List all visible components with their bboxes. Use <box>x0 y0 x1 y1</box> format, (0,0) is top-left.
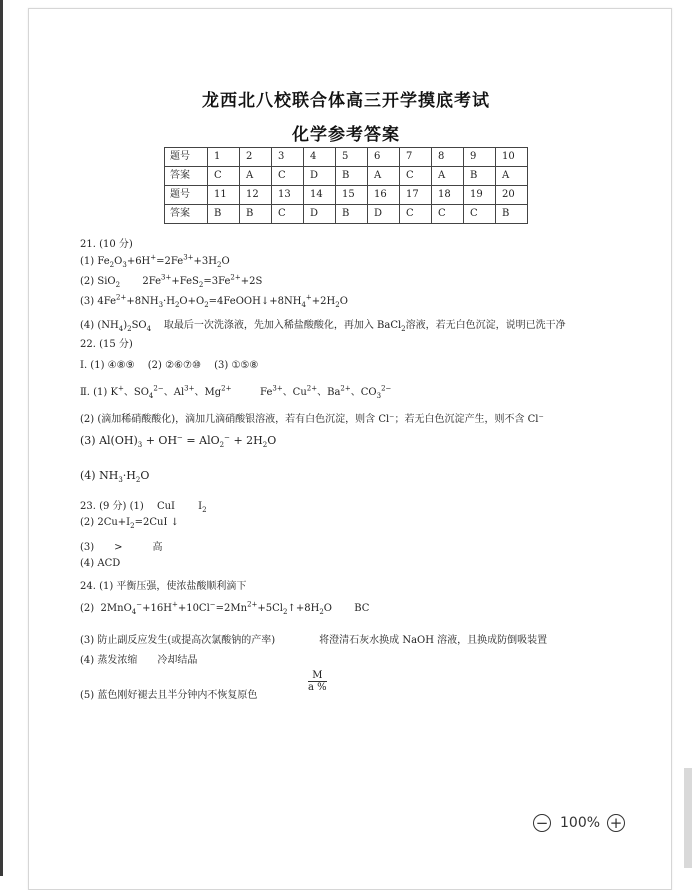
table-row <box>165 186 528 205</box>
table-cell: 19 <box>464 186 496 205</box>
table-cell: 20 <box>496 186 528 205</box>
q24-part2: (2) $2MnO_4^-+16H^++10Cl^-=2Mn^{2+}+5Cl_2↑+8H_2O$ BC <box>80 600 370 616</box>
q22-part-ii-2: (2) (滴加稀硝酸酸化)，滴加几滴硝酸银溶液，若有白色沉淀，则含 Cl⁻；若无白色沉淀产生，则不含 Cl⁻ <box>80 414 544 425</box>
q22-heading: 22. (15 分) <box>80 339 133 350</box>
q24-part1: 24. (1) 平衡压强，使浓盐酸顺利滴下 <box>80 581 247 592</box>
table-cell: A <box>240 167 272 186</box>
q23-part3: (3) > 高 <box>80 542 163 553</box>
table-cell: 18 <box>432 186 464 205</box>
table-cell: 9 <box>464 148 496 167</box>
table-cell: B <box>208 205 240 224</box>
table-cell: B <box>496 205 528 224</box>
answer-table <box>164 147 528 224</box>
table-cell: C <box>400 205 432 224</box>
table-cell: C <box>464 205 496 224</box>
table-cell: 12 <box>240 186 272 205</box>
table-cell: 14 <box>304 186 336 205</box>
q23-heading: 23. (9 分) (1) CuI $I_2$ <box>80 501 207 514</box>
zoom-level: 100% <box>560 815 601 831</box>
q21-heading: 21. (10 分) <box>80 239 133 250</box>
q22-part-ii-3: (3) $Al(OH)_3 + OH^- = AlO_2^- + 2H_2O$ <box>80 433 277 450</box>
q22-part-ii-1: Ⅱ. (1) K+、$SO_4^{2-}$、$Al^{3+}$、$Mg^{2+}$ $Fe^{3+}$、$Cu^{2+}$、$Ba^{2+}$、$CO_3^{2-}$ <box>80 384 392 400</box>
table-row <box>165 148 528 167</box>
table-cell: C <box>272 167 304 186</box>
q24-part5: (5) 蓝色刚好褪去且半分钟内不恢复原色 <box>80 690 258 701</box>
document-title: 龙西北八校联合体高三开学摸底考试 <box>202 91 490 111</box>
table-cell: C <box>272 205 304 224</box>
table-cell: C <box>208 167 240 186</box>
q23-part2: (2) $2Cu+I_2=2CuI$ ↓ <box>80 517 179 530</box>
table-cell: 4 <box>304 148 336 167</box>
table-cell: D <box>304 167 336 186</box>
table-cell: B <box>464 167 496 186</box>
table-row-header: 题号 <box>165 148 208 167</box>
q22-part-i: Ⅰ. (1) ④⑧⑨ (2) ②⑥⑦⑩ (3) ①⑤⑧ <box>80 360 259 371</box>
table-cell: B <box>336 167 368 186</box>
table-cell: 15 <box>336 186 368 205</box>
q24-part4: (4) 蒸发浓缩 冷却结晶 <box>80 655 198 666</box>
zoom-in-button[interactable]: + <box>607 814 625 832</box>
table-row-header: 答案 <box>165 205 208 224</box>
table-row-header: 答案 <box>165 167 208 186</box>
table-cell: A <box>496 167 528 186</box>
table-cell: B <box>240 205 272 224</box>
table-cell: 11 <box>208 186 240 205</box>
table-cell: 13 <box>272 186 304 205</box>
table-cell: 6 <box>368 148 400 167</box>
table-cell: A <box>432 167 464 186</box>
q21-part4: (4) $(NH_4)_2SO_4$ 取最后一次洗涤液，先加入稀盐酸酸化，再加入 BaCl$_2$溶液，若无白色沉淀，说明已洗干净 <box>80 320 566 333</box>
scrollbar-thumb[interactable] <box>684 768 692 868</box>
table-cell: A <box>368 167 400 186</box>
table-cell: 1 <box>208 148 240 167</box>
zoom-out-button[interactable]: − <box>533 814 551 832</box>
q21-part1: (1) $Fe_2O_3+6H^+=2Fe^{3+}+3H_2O$ <box>80 253 230 269</box>
table-cell: 5 <box>336 148 368 167</box>
table-cell: B <box>336 205 368 224</box>
table-cell: 10 <box>496 148 528 167</box>
zoom-control <box>533 812 625 834</box>
q21-part3: (3) $4Fe^{2+}+8NH_3\cdot H_2O+O_2=4FeOOH↓+8NH_4^++2H_2O$ <box>80 293 348 309</box>
q24-fraction <box>308 670 327 693</box>
fraction-denominator: a % <box>308 682 327 693</box>
table-cell: C <box>432 205 464 224</box>
table-cell: 8 <box>432 148 464 167</box>
document-subtitle: 化学参考答案 <box>292 125 400 145</box>
table-cell: C <box>400 167 432 186</box>
fraction-numerator: M <box>308 670 327 682</box>
q21-part2: (2) SiO$_2$ $2Fe^{3+}+FeS_2=3Fe^{2+}+2S$ <box>80 273 263 289</box>
table-cell: 16 <box>368 186 400 205</box>
q24-part3: (3) 防止副反应发生(或提高次氯酸钠的产率) 将澄清石灰水换成 NaOH 溶液，且换成防倒吸装置 <box>80 635 548 646</box>
table-row <box>165 167 528 186</box>
table-cell: D <box>368 205 400 224</box>
q22-part-ii-4: (4) $NH_3\cdot H_2O$ <box>80 469 150 485</box>
table-cell: 7 <box>400 148 432 167</box>
table-cell: 3 <box>272 148 304 167</box>
table-cell: 17 <box>400 186 432 205</box>
table-cell: D <box>304 205 336 224</box>
table-cell: 2 <box>240 148 272 167</box>
q23-part4: (4) ACD <box>80 558 121 569</box>
table-row <box>165 205 528 224</box>
table-row-header: 题号 <box>165 186 208 205</box>
